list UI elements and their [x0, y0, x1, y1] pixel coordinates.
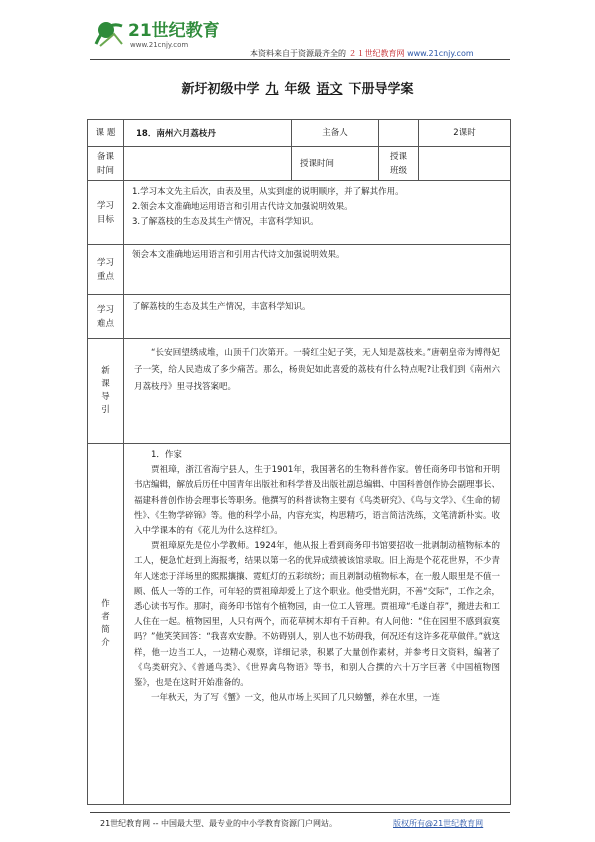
logo-url: www.21cnjy.com — [130, 41, 189, 49]
header-divider — [90, 59, 510, 60]
goal-item: 1.学习本文先主后次，由表及里，从实到虚的说明顺序，并了解其作用。 — [132, 187, 404, 197]
table-row-key — [88, 245, 511, 295]
header-note — [250, 48, 474, 59]
title-grade-suffix: 年级 — [284, 82, 311, 97]
hours-value: 2课时 — [419, 120, 511, 147]
topic-label: 课 题 — [88, 120, 124, 147]
prep-time-value — [124, 147, 292, 181]
table-row-topic — [88, 120, 511, 147]
key-content: 领会本文准确地运用语言和引用古代诗文加强说明效果。 — [124, 245, 511, 295]
intro-text: “长安回望绣成堆，山顶千门次第开。一骑红尘妃子笑，无人知是荔枝来。”唐朝皇帝为博得妃子一笑，给人民造成了多少痛苦。那么，杨贵妃如此喜爱的荔枝有什么特点呢?让我们到《南州六月荔枝丹》里寻找答案吧。 — [134, 348, 500, 392]
footer-left-text: 21世纪教育网 -- 中国最大型、最专业的中小学教育资源门户网站。 — [100, 819, 338, 828]
goal-item: 2.领会本文准确地运用语言和引用古代诗文加强说明效果。 — [132, 202, 353, 212]
footer-divider — [90, 812, 510, 813]
title-subject: 语文 — [316, 82, 343, 97]
class-value — [419, 147, 511, 181]
author-label: 作 者 简 介 — [88, 444, 124, 805]
table-row-intro — [88, 339, 511, 444]
author-paragraph: 贾祖璋，浙江省海宁县人，生于1901年，我国著名的生物科普作家。曾任商务印书馆和开明书店编辑，解放后历任中国青年出版社和科学普及出版社副总编辑、中国科普创作协会副理事长、福建科普创作协会理事长等职务。他撰写的科普读物主要有《鸟类研究》、《鸟与文学》、《生命的韧性》、《生物学碎锦》等。他的科学小品，内容充实，构思精巧，语言简洁洗练，文笔清新朴实。收入中学课本的有《花儿为什么这样红》。 — [134, 465, 500, 537]
title-school: 新圩初级中学 — [181, 82, 260, 97]
difficulty-label: 学习 难点 — [88, 295, 124, 339]
goals-content — [124, 181, 511, 245]
page-title — [0, 78, 595, 97]
prep-time-label: 备课 时间 — [88, 147, 124, 181]
title-tail: 下册导学案 — [348, 82, 414, 97]
logo-text: 21世纪教育 — [128, 21, 220, 41]
preparer-value — [379, 120, 419, 147]
intro-label: 新 课 导 引 — [88, 339, 124, 444]
title-grade: 九 — [265, 82, 279, 97]
preparer-label: 主备人 — [292, 120, 379, 147]
author-paragraph: 贾祖璋原先是位小学教师。1924年，他从报上看到商务印书馆要招收一批剥制动植物标本的工人，便急忙赶到上海报考，结果以第一名的优异成绩被该馆录取。旧上海是个花花世界，不少青年人迷恋于洋场里的熙熙攘攘、霓虹灯的五彩缤纷；而且剥制动植物标本，在一般人眼里是不值一顾、低人一等的工作，可年轻的贾祖璋却爱上了这个职业。他受惜光阴，不善“交际”，工作之余，悉心读书写作。那时，商务印书馆有个植物园，由一位工人管理。贾祖璋“毛遂自荐”，搬进去和工人住在一起。植物园里，人只有两个，而花草树木却有千百种。有人问他：“住在园里不感到寂寞吗？”他笑笑回答：“我喜欢安静。不妨碍别人，别人也不妨碍我，何况还有这许多花草做伴。”就这样，他一边当工人，一边精心观察，详细记录，积累了大量创作素材，并参考日文资料，编著了《鸟类研究》、《普通鸟类》、《世界禽鸟物语》等书，和别人合撰的六十万字巨著《中国植物图鉴》，也是在这时开始准备的。 — [134, 541, 500, 689]
intro-content — [124, 339, 511, 444]
footer-copyright-link[interactable]: 版权所有@21世纪教育网 — [393, 819, 484, 828]
class-label: 授课 班级 — [379, 147, 419, 181]
table-row-time — [88, 147, 511, 181]
teach-time-label: 授课时间 — [292, 147, 379, 181]
site-logo — [92, 14, 242, 50]
header-note-site[interactable]: ２１世纪教育网 — [348, 49, 405, 58]
table-row-goals — [88, 181, 511, 245]
author-content — [124, 444, 511, 805]
topic-value: 18．南州六月荔枝丹 — [124, 120, 292, 147]
author-paragraph: 一年秋天，为了写《蟹》一文，他从市场上买回了几只螃蟹，养在水里，一连 — [151, 693, 441, 704]
page-header — [0, 0, 595, 60]
study-plan-table — [87, 119, 511, 805]
key-label: 学习 重点 — [88, 245, 124, 295]
difficulty-content: 了解荔枝的生态及其生产情况，丰富科学知识。 — [124, 295, 511, 339]
goal-item: 3.了解荔枝的生态及其生产情况，丰富科学知识。 — [132, 217, 319, 227]
table-row-author — [88, 444, 511, 805]
goals-label: 学习 目标 — [88, 181, 124, 245]
table-row-difficulty — [88, 295, 511, 339]
header-note-url[interactable]: www.21cnjy.com — [407, 49, 474, 58]
author-heading: 1．作家 — [151, 450, 182, 460]
header-note-prefix: 本资料来自于资源最齐全的 — [250, 49, 346, 58]
